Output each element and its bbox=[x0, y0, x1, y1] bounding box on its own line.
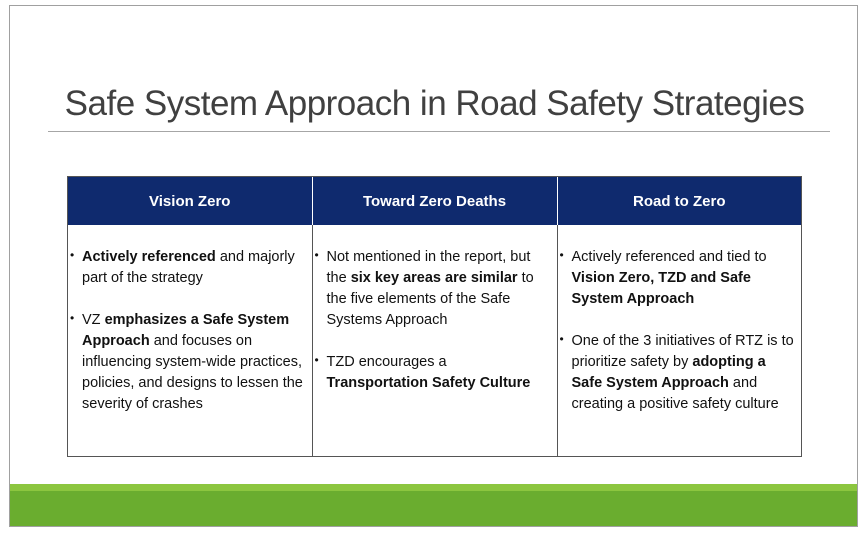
title-divider bbox=[48, 131, 830, 132]
bullet-text: to the five elements of the Safe Systems Approach bbox=[326, 270, 534, 328]
bullet-text: Not mentioned in the report, but the bbox=[326, 249, 531, 286]
slide bbox=[9, 5, 858, 527]
bullet-text: One of the 3 initiatives of RTZ is to prioritize safety by bbox=[571, 333, 794, 370]
comparison-table bbox=[67, 176, 802, 457]
bullet-text: Actively referenced and tied to bbox=[571, 249, 767, 265]
bullet-text-bold: Transportation Safety Culture bbox=[326, 375, 531, 391]
bullet-text: and majorly part of the strategy bbox=[82, 249, 295, 286]
header-road-to-zero: Road to Zero bbox=[557, 177, 801, 225]
header-toward-zero-deaths: Toward Zero Deaths bbox=[312, 177, 557, 225]
bullet-item bbox=[560, 331, 796, 415]
bullet-text: and focuses on influencing system-wide practices, policies, and designs to lessen the severity of crashes bbox=[82, 333, 303, 412]
bullet-text-bold: Actively referenced bbox=[82, 249, 216, 265]
bullet-item bbox=[70, 247, 306, 289]
table-header-row bbox=[68, 177, 801, 225]
cell-toward-zero-deaths bbox=[312, 225, 557, 456]
bullet-list bbox=[70, 247, 306, 415]
bullet-text-bold: emphasizes a Safe System Approach bbox=[82, 312, 290, 349]
header-vision-zero: Vision Zero bbox=[68, 177, 312, 225]
bullet-text-bold: Vision Zero, TZD and Safe System Approach bbox=[571, 270, 751, 307]
bullet-text-bold: adopting a Safe System Approach bbox=[571, 354, 766, 391]
bullet-list bbox=[315, 247, 551, 394]
table-row bbox=[68, 225, 801, 456]
bullet-text: and creating a positive safety culture bbox=[571, 375, 779, 412]
bullet-item bbox=[70, 310, 306, 415]
bullet-item bbox=[315, 352, 551, 394]
bullet-list bbox=[560, 247, 796, 415]
slide-title: Safe System Approach in Road Safety Strategies bbox=[64, 84, 805, 123]
bullet-text: TZD encourages a bbox=[326, 354, 447, 370]
bullet-item bbox=[315, 247, 551, 331]
cell-vision-zero bbox=[68, 225, 312, 456]
bullet-text: VZ bbox=[82, 312, 105, 328]
bullet-item bbox=[560, 247, 796, 310]
bullet-text-bold: six key areas are similar bbox=[350, 270, 518, 286]
cell-road-to-zero bbox=[557, 225, 801, 456]
footer-band-highlight bbox=[10, 484, 858, 491]
